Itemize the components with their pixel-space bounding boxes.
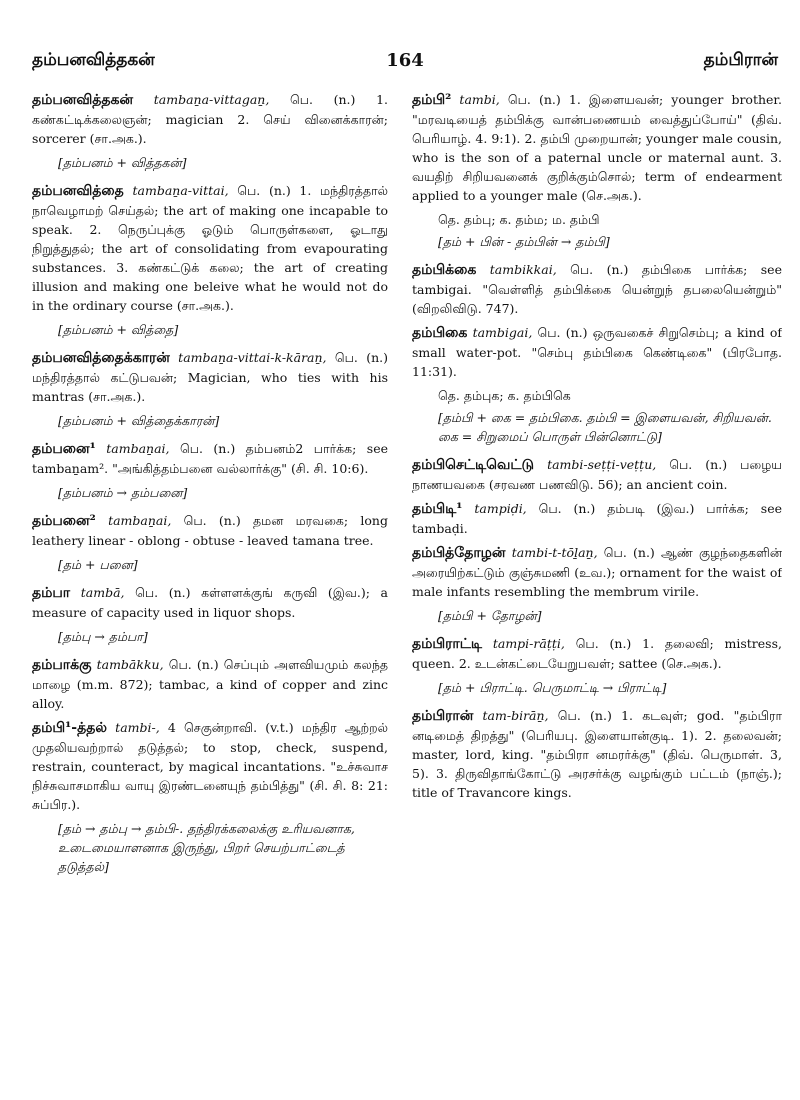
transliteration: tambā, (80, 585, 125, 600)
transliteration: tambi, (459, 92, 500, 107)
headword: தம்பி² (412, 92, 452, 108)
headword: தம்பனை¹ (32, 441, 96, 457)
transliteration: tambaṉai, (108, 513, 172, 528)
guide-word-right: தம்பிரான் (703, 50, 778, 70)
etymology: [தம்பனம் + வித்தகன்] (58, 155, 187, 170)
transliteration: tambaṉa-vittai-k-kāraṉ, (178, 350, 327, 365)
definition: பெ. (n.) ஒருவகைச் சிறுசெம்பு; a kind of small water-pot. "செம்பு தம்பிகை கெண்டிகை" (பிரபோத. 11:31). (412, 325, 782, 379)
entry (32, 511, 388, 574)
transliteration: tambākku, (96, 657, 164, 672)
transliteration: tampiḍi, (474, 501, 527, 516)
definition: பெ. (n.) தம்படி (இவ.) பார்க்க; see tambaḍi. (412, 501, 782, 536)
definition: பெ. (n.) 1. இளையவன்; younger brother. "மரவடியைத் தம்பிக்கு வான்பணையம் வைத்துப்போய்" (திவ். பெரியாழ். 4. 9:1). 2. தம்பி முறையான்; younger male cousin, who is the son of a paternal uncle or maternal aunt. 3. வயதிற் சிறியவனைக் குறிக்கும்சொல்; term of endearment applied to a younger male (செ.அக.). (412, 92, 782, 203)
definition: பெ. (n.) செப்பும் அளவியமும் கலந்த மாழை (m.m. 872); tambac, a kind of copper and zinc alloy. (32, 657, 388, 711)
definition: பெ. (n.) 1. தலைவி; mistress, queen. 2. உடன்கட்டையேறுபவள்; sattee (செ.அக.). (412, 636, 782, 671)
headword: தம்பிடி¹ (412, 501, 463, 517)
headword: தம்பிகை (412, 325, 468, 341)
transliteration: tambi-, (115, 720, 160, 735)
headword: தம்பனவித்தை (32, 183, 124, 199)
entry (412, 543, 782, 625)
entry (412, 455, 782, 494)
entry (32, 439, 388, 502)
headword: தம்பிராட்டி (412, 636, 482, 652)
entry (412, 260, 782, 318)
cognates: தெ. தம்பு; க. தம்ம; ம. தம்பி (438, 212, 600, 227)
entry (32, 583, 388, 646)
running-head (32, 50, 778, 80)
transliteration: tambigai, (472, 325, 533, 340)
transliteration: tambaṉa-vittai, (132, 183, 229, 198)
headword: தம்பாக்கு (32, 657, 92, 673)
etymology: [தம் → தம்பு → தம்பி-. தந்திரக்கலைக்கு உரியவனாக, உடைமையாளனாக இருந்து, பிறர் செயற்பாட்டைத் தடுத்தல்] (58, 821, 355, 874)
etymology: [தம்பி + கை = தம்பிகை. தம்பி = இளையவன், சிறியவன். கை = சிறுமைப் பொருள் பின்னொட்டு] (438, 410, 772, 444)
transliteration: tam-birāṉ, (482, 708, 549, 723)
headword: தம்பி¹-த்தல் (32, 720, 107, 736)
entry (32, 90, 388, 172)
definition: பெ. (n.) தம்பிகை பார்க்க; see tambigai. "வெள்ளித் தம்பிக்கை யென்றுந் தபலையென்றும்" (விறலிவிடு. 747). (412, 262, 782, 316)
headword: தம்பனவித்தைக்காரன் (32, 350, 170, 366)
etymology: [தம்பு → தம்பா] (58, 629, 148, 644)
headword: தம்பா (32, 585, 71, 601)
etymology: [தம் + பனை] (58, 557, 138, 572)
definition: பெ. (n.) கள்ளளக்குங் கருவி (இவ.); a measure of capacity used in liquor shops. (32, 585, 388, 620)
transliteration: tambaṉa-vittagaṉ, (153, 92, 270, 107)
etymology: [தம்பனம் + வித்தைக்காரன்] (58, 413, 220, 428)
transliteration: tambi-t-tōḻaṉ, (511, 545, 598, 560)
left-column (32, 90, 388, 1100)
definition: 4 செகுன்றாவி. (v.t.) மந்திர ஆற்றல் முதலியவற்றால் தடுத்தல்; to stop, check, suspend, restrain, counteract, by magical incantations. "உச்சுவாச நிச்சுவாசமாகிய வாயு இரண்டனையுந் தம்பித்து" (சி. சி. 8: 21: சுப்பிர.). (32, 720, 388, 812)
definition: பெ. (n.) பழைய நாணயவகை (சரவண பணவிடு. 56); an ancient coin. (412, 457, 782, 492)
entry (412, 706, 782, 802)
etymology: [தம்பி + தோழன்] (438, 608, 542, 623)
entry (32, 348, 388, 430)
cognates: தெ. தம்புக; க. தம்பிகெ (438, 388, 571, 403)
headword: தம்பிக்கை (412, 262, 477, 278)
entry (32, 655, 388, 713)
headword: தம்பிசெட்டிவெட்டு (412, 457, 535, 473)
page-number: 164 (386, 50, 424, 71)
definition: பெ. (n.) 1. கண்கட்டிக்கலைஞன்; magician 2. செய் வினைக்காரன்; sorcerer (சா.அக.). (32, 92, 388, 146)
right-column (412, 90, 782, 1100)
transliteration: tambi-seṭṭi-veṭṭu, (547, 457, 657, 472)
etymology: [தம் + பின் - தம்பின் → தம்பி] (438, 234, 610, 249)
entry (32, 718, 388, 876)
definition: பெ. (n.) ஆண் குழந்தைகளின் அரையிற்கட்டும் குஞ்சுமணி (உவ.); ornament for the waist of male infants resembling the membrum virile. (412, 545, 782, 599)
entry (412, 90, 782, 251)
guide-word-left: தம்பனவித்தகன் (32, 50, 155, 70)
entry (412, 499, 782, 538)
headword: தம்பனை² (32, 513, 96, 529)
transliteration: tambikkai, (489, 262, 557, 277)
definition: பெ. (n.) தமன மரவகை; long leathery linear - oblong - obtuse - leaved tamana tree. (32, 513, 388, 548)
etymology: [தம் + பிராட்டி. பெருமாட்டி → பிராட்டி] (438, 680, 667, 695)
definition: பெ. (n.) மந்திரத்தால் கட்டுபவன்; Magician, who ties with his mantras (சா.அக.). (32, 350, 388, 404)
definition: பெ. (n.) தம்பனம்2 பார்க்க; see tambaṉam². "அங்கித்தம்பனை வல்லார்க்கு" (சி. சி. 10:6). (32, 441, 388, 476)
entry (412, 323, 782, 446)
headword: தம்பிரான் (412, 708, 474, 724)
definition: பெ. (n.) 1. மந்திரத்தால் நாவெழாமற் செய்தல்; the art of making one incapable to speak. 2. நெருப்புக்கு ஓடும் பொருள்களை, ஓடாது நிறுத்துதல்; the art of consolidating from evapourating substances. 3. கண்கட்டுக் கலை; the art of creating illusion and making one beleive what he would not do in the ordinary course (சா.அக.). (32, 183, 388, 313)
etymology: [தம்பனம் → தம்பனை] (58, 485, 188, 500)
transliteration: tambaṉai, (106, 441, 170, 456)
headword: தம்பனவித்தகன் (32, 92, 134, 108)
transliteration: tampi-rāṭṭi, (492, 636, 565, 651)
etymology: [தம்பனம் + வித்தை] (58, 322, 179, 337)
definition: பெ. (n.) 1. கடவுள்; god. "தம்பிரா னடிமைத் திறத்து" (பெரியபு. இளையான்குடி. 1). 2. தலைவன்; master, lord, king. "தம்பிரா னமரர்க்கு" (திவ். பெருமாள். 3, 5). 3. திருவிதாங்கோட்டு அரசர்க்கு வழங்கும் பட்டம் (நாஞ்.); title of Travancore kings. (412, 708, 782, 800)
entry (32, 181, 388, 339)
headword: தம்பித்தோழன் (412, 545, 506, 561)
entry (412, 634, 782, 697)
